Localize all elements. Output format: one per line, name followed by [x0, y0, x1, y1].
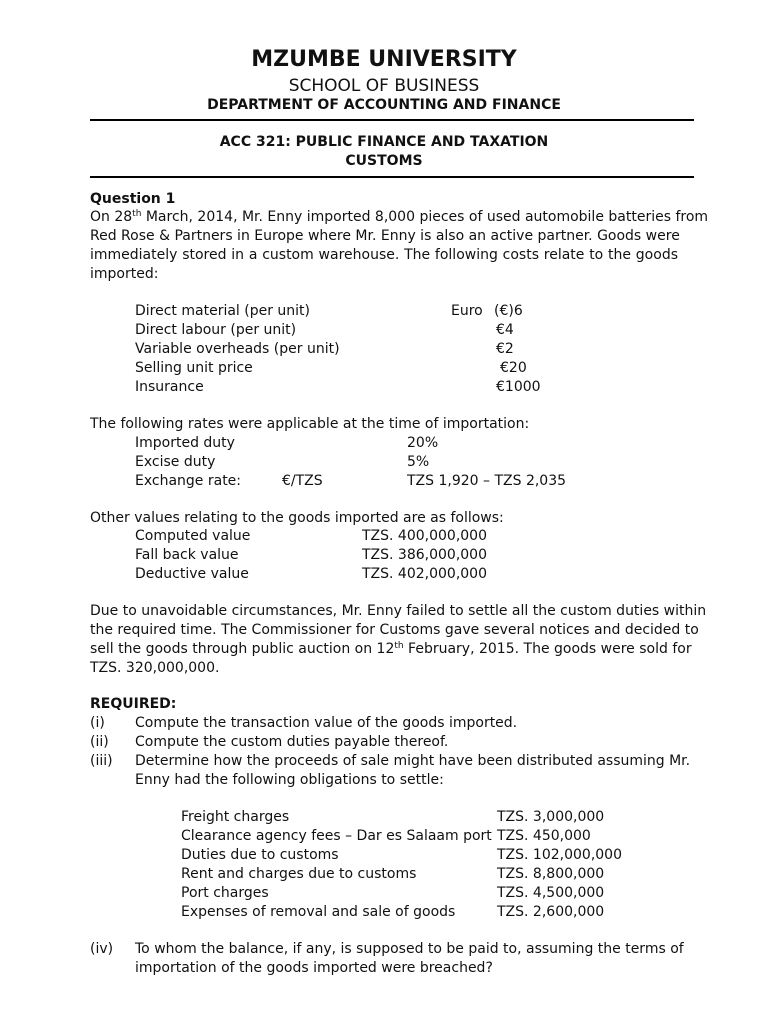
requirement-number: (iv)	[90, 941, 114, 957]
cost-label: Insurance	[135, 379, 204, 395]
university-title: MZUMBE UNIVERSITY	[251, 47, 517, 72]
circumstances-line-2: the required time. The Commissioner for Customs gave several notices and decided to	[90, 621, 699, 638]
cost-value: (€)6	[494, 303, 523, 319]
course-title: ACC 321: PUBLIC FINANCE AND TAXATION	[219, 134, 549, 150]
obligation-amount: TZS. 3,000,000	[497, 809, 605, 825]
cost-currency: Euro	[451, 303, 483, 319]
cost-value: €20	[500, 360, 527, 376]
obligation-label: Rent and charges due to customs	[181, 866, 417, 882]
required-heading: REQUIRED:	[90, 696, 177, 712]
intro-line-1: On 28th March, 2014, Mr. Enny imported 8,000 pieces of used automobile batteries from	[90, 209, 709, 225]
question-title: Question 1	[90, 191, 176, 207]
cost-label: Direct labour (per unit)	[135, 322, 297, 338]
requirement-text	[135, 752, 691, 790]
requirement-text: Compute the transaction value of the goods imported.	[135, 715, 518, 731]
final-requirement-text	[135, 940, 684, 978]
cost-value: €1000	[496, 379, 541, 395]
intro-line-2: Red Rose & Partners in Europe where Mr. Enny is also an active partner. Goods were	[90, 227, 680, 244]
rate-label: Exchange rate:	[135, 473, 242, 489]
requirement-text: Compute the custom duties payable thereof.	[135, 734, 449, 750]
obligation-label: Duties due to customs	[181, 847, 339, 863]
intro-line-3: immediately stored in a custom warehouse. The following costs relate to the goods	[90, 246, 678, 263]
final-line-2: importation of the goods imported were breached?	[135, 959, 493, 976]
header-rule-bottom	[90, 176, 694, 178]
obligation-amount: TZS. 102,000,000	[497, 847, 622, 863]
values-intro: Other values relating to the goods imported are as follows:	[90, 510, 504, 526]
cost-value: €2	[496, 341, 514, 357]
requirement-number: (i)	[90, 715, 105, 731]
cost-label: Variable overheads (per unit)	[135, 341, 340, 357]
obligation-amount: TZS. 8,800,000	[497, 866, 605, 882]
cost-label: Selling unit price	[135, 360, 253, 376]
obligation-amount: TZS. 2,600,000	[497, 904, 605, 920]
rate-value: 5%	[407, 454, 430, 470]
cost-value: €4	[496, 322, 514, 338]
obligation-amount: TZS. 4,500,000	[497, 885, 605, 901]
requirement-number: (iii)	[90, 753, 113, 769]
obligation-label: Freight charges	[181, 809, 290, 825]
header-rule-top	[90, 119, 694, 121]
final-line-1: To whom the balance, if any, is supposed to be paid to, assuming the terms of	[135, 941, 684, 957]
obligation-label: Clearance agency fees – Dar es Salaam port	[181, 828, 492, 844]
intro-line-4: imported:	[90, 265, 159, 282]
value-label: Fall back value	[135, 547, 239, 563]
circumstances-line-1: Due to unavoidable circumstances, Mr. Enny failed to settle all the custom duties within	[90, 603, 707, 619]
question-intro	[90, 208, 709, 284]
rate-value: TZS 1,920 – TZS 2,035	[407, 473, 567, 489]
value-label: Deductive value	[135, 566, 249, 582]
requirement-number: (ii)	[90, 734, 109, 750]
value-amount: TZS. 386,000,000	[362, 547, 487, 563]
obligation-label: Expenses of removal and sale of goods	[181, 904, 456, 920]
rate-label: Excise duty	[135, 454, 216, 470]
circumstances-line-4: TZS. 320,000,000.	[90, 659, 220, 676]
rates-intro: The following rates were applicable at the time of importation:	[90, 416, 530, 432]
department-title: DEPARTMENT OF ACCOUNTING AND FINANCE	[207, 97, 561, 113]
topic-title: CUSTOMS	[345, 153, 423, 169]
requirement-line-1: Determine how the proceeds of sale might have been distributed assuming Mr.	[135, 753, 691, 769]
rate-value: 20%	[407, 435, 439, 451]
obligation-amount: TZS. 450,000	[497, 828, 591, 844]
circumstances-line-3: sell the goods through public auction on 12th February, 2015. The goods were sold for	[90, 640, 692, 657]
cost-label: Direct material (per unit)	[135, 303, 311, 319]
circumstances-paragraph	[90, 602, 707, 678]
rate-label: Imported duty	[135, 435, 235, 451]
rate-unit: €/TZS	[282, 473, 323, 489]
value-amount: TZS. 402,000,000	[362, 566, 487, 582]
value-amount: TZS. 400,000,000	[362, 528, 487, 544]
requirement-line-2: Enny had the following obligations to settle:	[135, 771, 444, 788]
value-label: Computed value	[135, 528, 251, 544]
school-title: SCHOOL OF BUSINESS	[288, 76, 480, 96]
obligation-label: Port charges	[181, 885, 269, 901]
